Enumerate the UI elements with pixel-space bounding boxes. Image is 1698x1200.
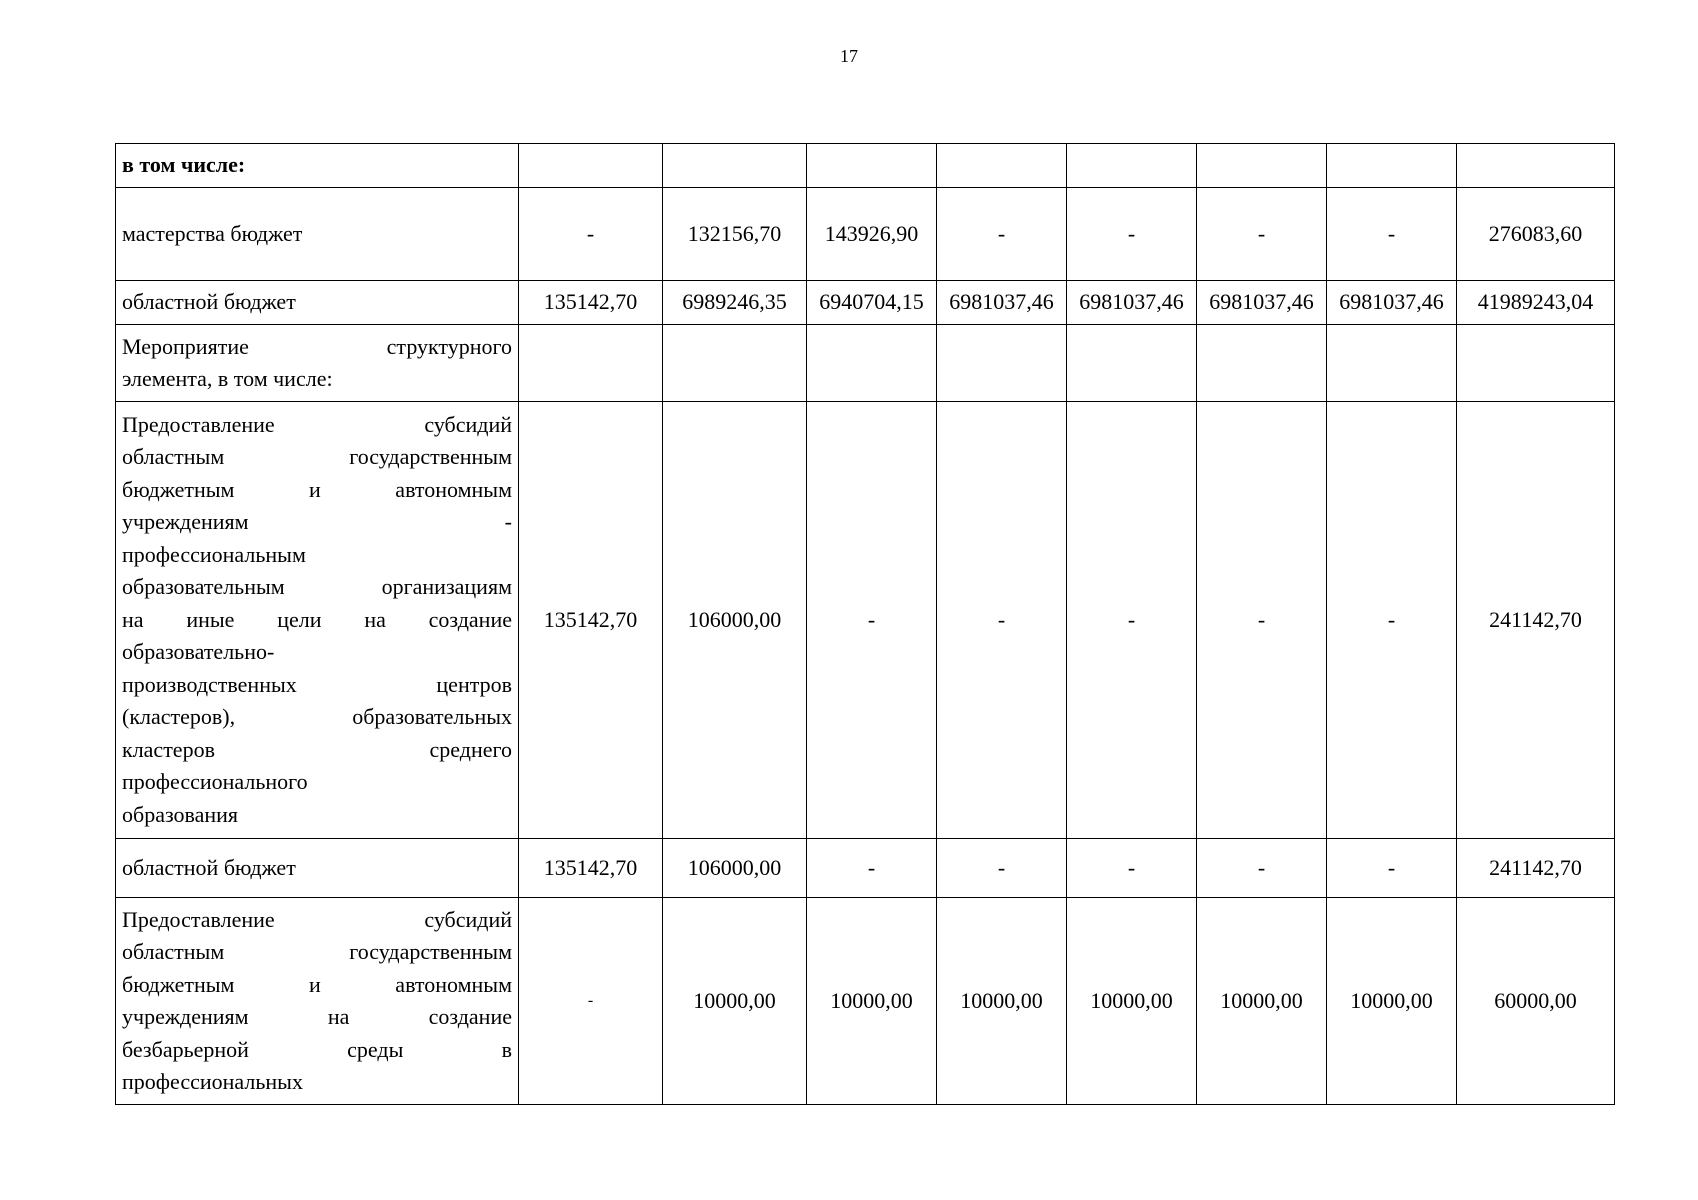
row-label-line: областным государственным [122, 444, 512, 470]
value-cell: 6989246,35 [663, 281, 807, 325]
value-cell: 60000,00 [1457, 898, 1615, 1105]
row-label-line: профессиональным [122, 541, 306, 567]
row-label-line: профессионального [122, 769, 308, 795]
row-label [116, 402, 519, 839]
value-cell [663, 325, 807, 402]
value-cell: - [1197, 839, 1327, 898]
value-cell [1327, 325, 1457, 402]
row-label-line: бюджетным и автономным [122, 971, 512, 997]
table-row [116, 402, 1615, 839]
row-label-line: (кластеров), образовательных [122, 704, 512, 730]
row-label-line: бюджетным и автономным [122, 476, 512, 502]
row-label-line: областной бюджет [122, 854, 296, 880]
table-row [116, 144, 1615, 188]
value-cell: 135142,70 [519, 402, 663, 839]
value-cell: - [519, 188, 663, 281]
value-cell: 6940704,15 [807, 281, 937, 325]
row-label [116, 281, 519, 325]
row-label-line: учреждениям на создание [122, 1004, 512, 1029]
row-label-line: на иные цели на создание [122, 606, 512, 632]
value-cell: 10000,00 [937, 898, 1067, 1105]
row-label-line: областной бюджет [122, 289, 296, 315]
value-cell: 41989243,04 [1457, 281, 1615, 325]
row-label [116, 188, 519, 281]
value-cell: 6981037,46 [1197, 281, 1327, 325]
value-cell: 241142,70 [1457, 839, 1615, 898]
value-cell: 6981037,46 [1067, 281, 1197, 325]
table-row [116, 898, 1615, 1105]
value-cell: - [807, 402, 937, 839]
row-label-line: кластеров среднего [122, 736, 512, 762]
value-cell: 106000,00 [663, 839, 807, 898]
row-label-line: в том числе: [122, 152, 246, 178]
value-cell: - [1197, 188, 1327, 281]
row-label-line: Мероприятие структурного [122, 333, 512, 359]
row-label-line: Предоставление субсидий [122, 411, 512, 437]
value-cell [807, 325, 937, 402]
value-cell: 135142,70 [519, 281, 663, 325]
value-cell: 132156,70 [663, 188, 807, 281]
value-cell [1197, 144, 1327, 188]
value-cell [937, 144, 1067, 188]
value-cell: 10000,00 [663, 898, 807, 1105]
value-cell: - [1067, 402, 1197, 839]
value-cell: 106000,00 [663, 402, 807, 839]
value-cell [1457, 144, 1615, 188]
value-cell [519, 144, 663, 188]
value-cell [807, 144, 937, 188]
value-cell [937, 325, 1067, 402]
value-cell: 6981037,46 [937, 281, 1067, 325]
value-cell: - [1067, 839, 1197, 898]
row-label-line: элемента, в том числе: [122, 366, 333, 391]
value-cell [663, 144, 807, 188]
value-cell [1327, 144, 1457, 188]
row-label-line: учреждениям - [122, 509, 512, 535]
value-cell: - [1327, 188, 1457, 281]
table-row [116, 839, 1615, 898]
row-label-line: областным государственным [122, 939, 512, 964]
value-cell: - [1327, 402, 1457, 839]
row-label-line: образовательным организациям [122, 574, 512, 600]
row-label-line: образования [122, 801, 239, 827]
value-cell [1197, 325, 1327, 402]
value-cell: 135142,70 [519, 839, 663, 898]
row-label-line: образовательно- [122, 639, 275, 665]
value-cell [1457, 325, 1615, 402]
row-label-line: мастерства бюджет [122, 220, 303, 246]
row-label [116, 144, 519, 188]
value-cell: - [937, 839, 1067, 898]
value-cell: 6981037,46 [1327, 281, 1457, 325]
value-cell: 10000,00 [1327, 898, 1457, 1105]
value-cell: 10000,00 [1197, 898, 1327, 1105]
row-label [116, 325, 519, 402]
page-number: 17 [840, 46, 858, 66]
row-label-line: профессиональных [122, 1069, 303, 1094]
value-cell: 276083,60 [1457, 188, 1615, 281]
value-cell: 10000,00 [1067, 898, 1197, 1105]
value-cell: - [807, 839, 937, 898]
value-cell: - [937, 402, 1067, 839]
row-label-line: безбарьерной среды в [122, 1036, 512, 1062]
value-cell [1067, 144, 1197, 188]
value-cell: - [1197, 402, 1327, 839]
table-row [116, 325, 1615, 402]
row-label-line: Предоставление субсидий [122, 906, 512, 932]
table-row [116, 281, 1615, 325]
value-cell [1067, 325, 1197, 402]
value-cell: - [1067, 188, 1197, 281]
table-row [116, 188, 1615, 281]
budget-table [115, 143, 1615, 1105]
value-cell: 143926,90 [807, 188, 937, 281]
row-label [116, 839, 519, 898]
value-cell: - [519, 898, 663, 1105]
value-cell: - [937, 188, 1067, 281]
value-cell: 241142,70 [1457, 402, 1615, 839]
value-cell: 10000,00 [807, 898, 937, 1105]
value-cell: - [1327, 839, 1457, 898]
row-label-line: производственных центров [122, 671, 512, 697]
row-label [116, 898, 519, 1105]
value-cell [519, 325, 663, 402]
